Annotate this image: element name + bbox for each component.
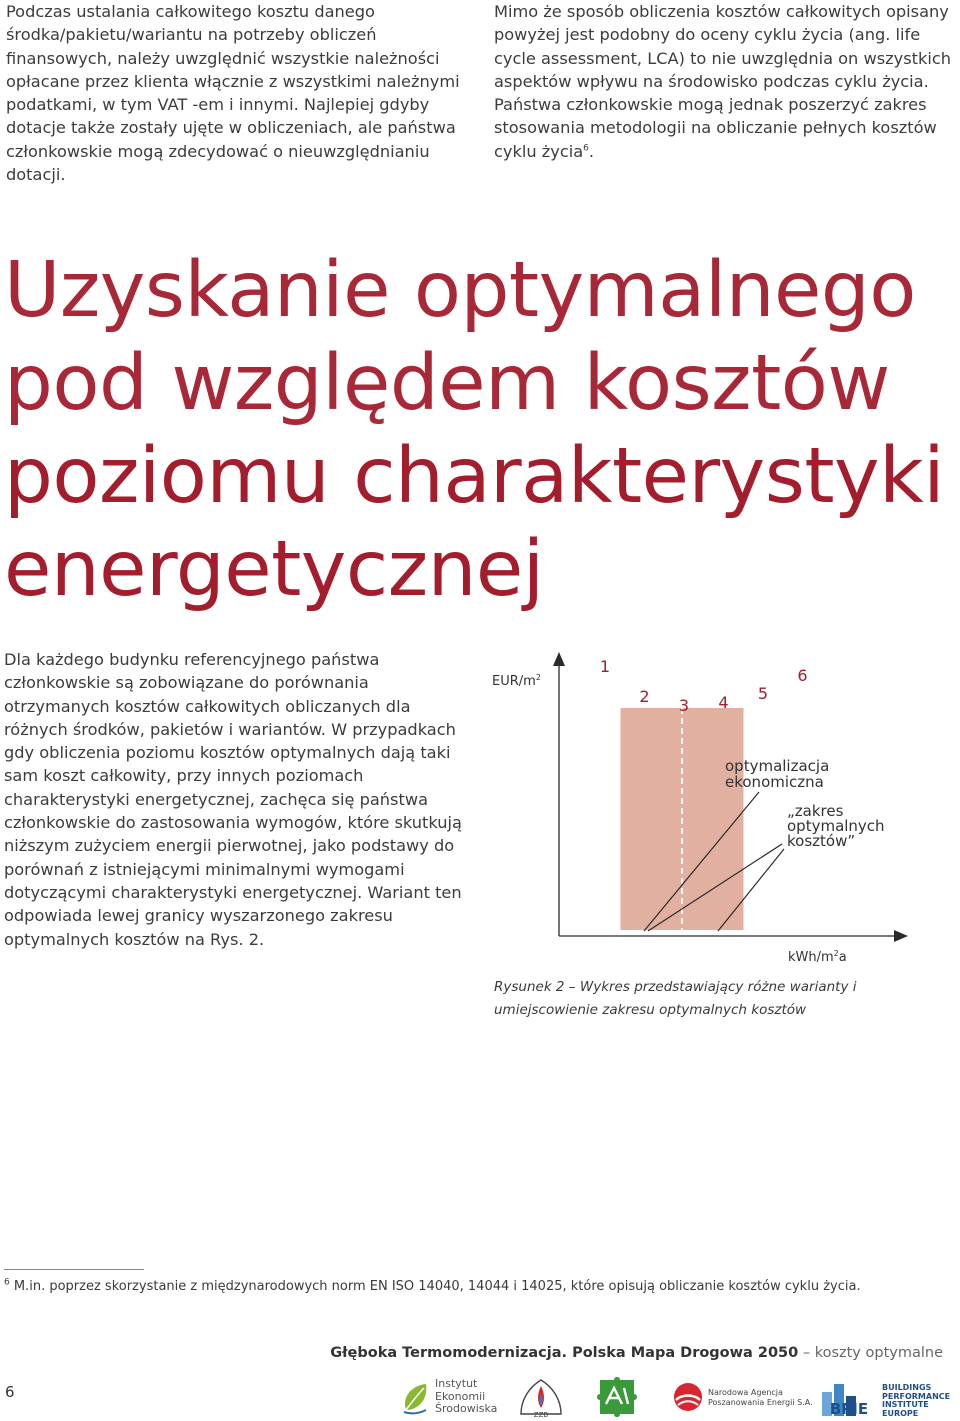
variant-point-6: 6 xyxy=(797,666,808,685)
logo-green-puzzle[interactable] xyxy=(592,1374,642,1420)
logo-zzb-text: ZZB xyxy=(533,1411,549,1419)
annotation-range-line-1: „zakres xyxy=(787,802,844,820)
logo-ies-line-3: Środowiska xyxy=(435,1402,498,1415)
annotation-range-line-2: optymalnych xyxy=(787,817,885,835)
paragraph-top-right xyxy=(494,0,956,163)
logo-ies-line-2: Ekonomii xyxy=(435,1389,486,1403)
heading-line-1: Uzyskanie optymalnego xyxy=(4,246,916,335)
cost-optimal-chart xyxy=(480,640,930,970)
logo-instytut-ekonomii-srodowiska[interactable] xyxy=(400,1378,510,1418)
page-number: 6 xyxy=(5,1383,15,1401)
paragraph-top-left: Podczas ustalania całkowitego kosztu danego środka/pakietu/wariantu na potrzeby obliczeń finansowych, należy uwzględnić wszystkie należności opłacane przez klienta włącznie z wszystkimi należnymi podatkami, w tym VAT -em i innymi. Najlepiej gdyby dotacje także zostały ujęte w obliczeniach, ale państwa członkowskie mogą zdecydować o nieuwzględnianiu dotacji. xyxy=(6,2,460,185)
logo-nape-line-2: Poszanowania Energii S.A. xyxy=(708,1398,813,1407)
annotation-economic-line-2: ekonomiczna xyxy=(725,773,824,791)
footer-title xyxy=(330,1345,943,1361)
heading-line-3: poziomu charakterystyki xyxy=(4,432,945,521)
logo-bpie-line-3: INSTITUTE xyxy=(882,1400,929,1409)
variant-point-1: 1 xyxy=(599,657,611,676)
bpie-mark-text: BPIE xyxy=(829,1400,869,1418)
variant-points xyxy=(600,657,808,715)
logo-bpie[interactable] xyxy=(820,1378,955,1418)
x-axis-label: kWh/$m^2a$ xyxy=(788,949,847,965)
annotation-range-line-3: kosztów” xyxy=(787,832,856,850)
heading-line-2: pod względem kosztów xyxy=(4,339,890,428)
y-axis-label: EUR/$m^2$ xyxy=(492,673,541,689)
logo-bpie-line-2: PERFORMANCE xyxy=(882,1391,951,1401)
variant-point-5: 5 xyxy=(757,684,769,703)
paragraph-top-right-end: . xyxy=(588,141,595,161)
variant-point-3: 3 xyxy=(678,696,690,715)
annotation-economic-line-1: optymalizacja xyxy=(725,757,830,775)
bpie-mark-icon xyxy=(820,1378,878,1418)
x-axis-arrow xyxy=(894,930,908,942)
logo-zzb[interactable] xyxy=(517,1376,565,1420)
variant-point-4: 4 xyxy=(718,693,729,712)
leaf-icon xyxy=(400,1380,434,1416)
paragraph-middle: Dla każdego budynku referencyjnego państwa członkowskie są zobowiązane do porównania otrzymanych kosztów całkowitych obliczanych dla różnych środków, pakietów i wariantów. W przypadkach gdy obliczenia poziomu kosztów optymalnych dają taki sam koszt całkowity, przy innych poziomach charakterystyki energetycznej, zachęca się państwa członkowskie do zastosowania wymogów, które skutkują niższym zużyciem energii pierwotnej, jako podstawy do porównań z istniejącymi minimalnymi wymogami dotyczącymi charakterystyki energetycznej. Wariant ten odpowiada lewej granicy wyszarzonego zakresu optymalnych kosztów na Rys. 2. xyxy=(4,650,462,949)
footer-title-bold: Głęboka Termomodernizacja. Polska Mapa Drogowa 2050 xyxy=(330,1345,799,1361)
footnote-text: M.in. poprzez skorzystanie z międzynarodowych norm EN ISO 14040, 14044 i 14025, które opisują obliczanie kosztów cyklu życia. xyxy=(13,1279,861,1294)
heading-line-4: energetycznej xyxy=(4,525,544,614)
logo-bpie-line-1: BUILDINGS xyxy=(882,1383,932,1392)
logo-ies-line-1: Instytut xyxy=(435,1377,478,1390)
paragraph-top-right-text: Mimo że sposób obliczenia kosztów całkowitych opisany powyżej jest podobny do oceny cyklu życia (ang. life cycle assessment, LCA) to nie uwzględnia on wszystkich aspektów wpływu na środowisko podczas cyklu życia. Państwa członkowskie mogą jednak poszerzyć zakres stosowania metodologii na obliczanie pełnych kosztów cyklu życia xyxy=(494,2,952,161)
logo-bpie-line-4: EUROPE xyxy=(882,1408,919,1418)
footnote-number: 6 xyxy=(4,1277,10,1288)
nape-circle-icon xyxy=(672,1382,704,1412)
logo-nape[interactable] xyxy=(672,1382,812,1412)
footnote xyxy=(4,1279,861,1294)
y-axis-arrow xyxy=(553,652,565,666)
logo-nape-line-1: Narodowa Agencja xyxy=(708,1388,783,1397)
variant-point-2: 2 xyxy=(639,687,650,706)
section-heading xyxy=(4,244,954,616)
footer-title-light: – koszty optymalne xyxy=(802,1345,943,1361)
footnote-ref[interactable]: 6 xyxy=(583,143,589,154)
footnote-divider xyxy=(4,1269,144,1270)
figure-caption: Rysunek 2 – Wykres przedstawiający różne warianty i umiejscowienie zakresu optymalnych kosztów xyxy=(494,979,857,1018)
